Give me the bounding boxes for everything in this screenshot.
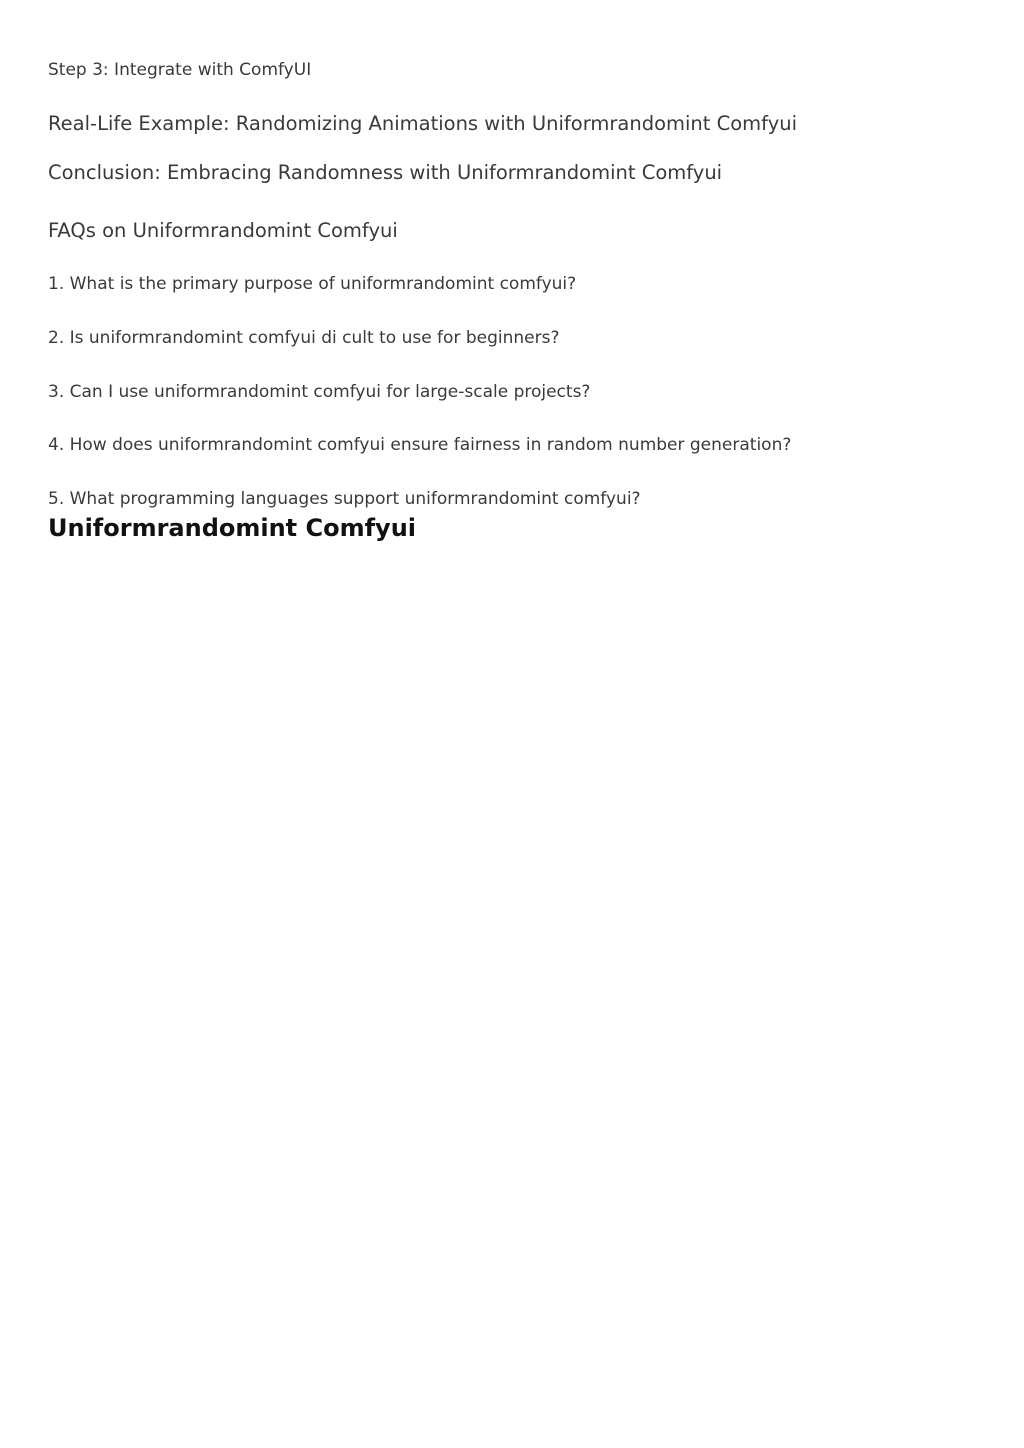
- faq-question-5: 5. What programming languages support uniformrandomint comfyui?: [48, 489, 641, 509]
- faq-heading: FAQs on Uniformrandomint Comfyui: [48, 219, 398, 242]
- faq-question-1: 1. What is the primary purpose of uniformrandomint comfyui?: [48, 274, 577, 294]
- faq-question-2: 2. Is uniformrandomint comfyui di cult to use for beginners?: [48, 328, 560, 348]
- page-title: Uniformrandomint Comfyui: [48, 514, 417, 542]
- faq-question-3: 3. Can I use uniformrandomint comfyui for large-scale projects?: [48, 382, 591, 402]
- section-heading-real-life-example: Real-Life Example: Randomizing Animations with Uniformrandomint Comfyui: [48, 112, 798, 135]
- section-heading-conclusion: Conclusion: Embracing Randomness with Uniformrandomint Comfyui: [48, 161, 723, 184]
- faq-question-4: 4. How does uniformrandomint comfyui ensure fairness in random number generation?: [48, 435, 792, 455]
- step-heading: Step 3: Integrate with ComfyUI: [48, 60, 312, 80]
